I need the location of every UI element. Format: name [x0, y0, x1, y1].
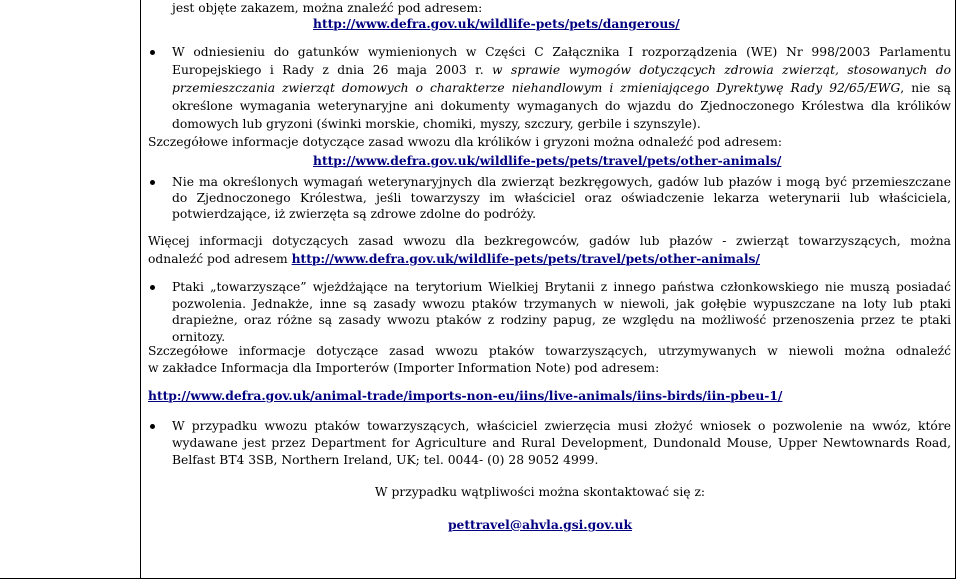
dangerous-pets-link-row	[313, 15, 680, 32]
bullet-text	[172, 174, 951, 222]
bullet-text	[172, 418, 951, 469]
bullet-rabbits-rodents	[148, 43, 951, 133]
text-segment: odnaleźć pod adresem	[148, 252, 292, 266]
birds-link-row	[148, 387, 782, 404]
bullet-text-line	[172, 79, 951, 97]
table-border-right	[955, 0, 956, 579]
bullet-text-line: W odniesieniu do gatunków wymienionych w Części C Załącznika I rozporządzenia (WE) Nr 998/2003 Parlamentu	[172, 45, 951, 59]
bullet-text-line: pozwolenia. Jednakże, inne są zasady wwozu ptaków trzymanych w niewoli, jak gołębie wypuszczane na loty lub ptaki	[172, 296, 951, 311]
bullet-dot	[150, 424, 155, 429]
bullet-text-line: W przypadku wwozu ptaków towarzyszących, właściciel zwierzęcia musi złożyć wniosek o pozwolenie na wwóz, które	[172, 419, 951, 433]
info-text: Szczegółowe informacje dotyczące zasad wwozu dla królików i gryzoni można odnaleźć pod adresem:	[148, 135, 783, 149]
info-text-line: Szczegółowe informacje dotyczące zasad wwozu ptaków towarzyszących, utrzymywanych w niewoli można odnaleźć	[148, 344, 951, 358]
dangerous-pets-link[interactable]: http://www.defra.gov.uk/wildlife-pets/pets/dangerous/	[313, 16, 680, 31]
bullet-text	[172, 43, 951, 133]
bullet-text-line: Nie ma określonych wymagań weterynaryjnych dla zwierząt bezkręgowych, gadów lub płazów i mogą być przemieszczane	[172, 175, 951, 189]
bullet-text-line: Ptaki „towarzyszące” wjeżdżające na terytorium Wielkiej Brytanii z innego państwa członkowskiego nie muszą posiadać	[172, 280, 951, 294]
italic-regulation-title: przemieszczania zwierząt domowych o charakterze niehandlowym i zmieniającego Dyrektywę Rady 92/65/EWG	[172, 81, 901, 95]
contact-email-link[interactable]: pettravel@ahvla.gsi.gov.uk	[447, 517, 633, 532]
bullet-dot	[150, 180, 155, 185]
info-text-line	[148, 250, 951, 267]
text-segment: , nie są	[900, 81, 951, 95]
other-animals-link[interactable]: http://www.defra.gov.uk/wildlife-pets/pets/travel/pets/other-animals/	[291, 251, 760, 266]
bullet-text-line: drapieżne, oraz różne są zasady wwozu ptaków z rodziny papug, ze względu na możliwość przenoszenia przez te ptaki	[172, 313, 951, 327]
italic-regulation-title: w sprawie wymogów dotyczących zdrowia zwierząt, stosowanych do	[492, 63, 951, 77]
bullet-text	[172, 279, 951, 345]
contact-section	[140, 484, 940, 501]
table-border-bottom	[0, 578, 956, 579]
iin-pbeu-link[interactable]: http://www.defra.gov.uk/animal-trade/imports-non-eu/iins/live-animals/iins-birds/iin-pbeu-1/	[148, 388, 783, 403]
bullet-text-line: określone wymagania weterynaryjne ani dokumenty wymaganych do wjazdu do Zjednoczonego Królestwa dla królików	[172, 99, 951, 113]
contact-email-row	[140, 516, 940, 533]
bullet-text-line: potwierdzające, iż zwierzęta są zdrowe zdolne do podróży.	[172, 207, 536, 221]
bullet-text-line: domowych lub gryzoni (świnki morskie, chomiki, myszy, szczury, gerbile i szynszyle).	[172, 117, 701, 131]
birds-info	[148, 343, 951, 377]
invertebrates-info	[148, 233, 951, 267]
bullet-dot	[150, 50, 155, 55]
bullet-permit	[148, 418, 951, 469]
bullet-text-line: wydawane jest przez Department for Agriculture and Rural Development, Dundonald Mouse, Upper Newtownards Road,	[172, 436, 951, 450]
bullet-text-line: ornitozy.	[172, 329, 226, 344]
rabbits-rodents-info	[148, 134, 951, 151]
bullet-birds	[148, 279, 951, 345]
bullet-dot	[150, 285, 155, 290]
bullet-text-line: Belfast BT4 3SB, Northern Ireland, UK; tel. 0044- (0) 28 9052 4999.	[172, 453, 599, 467]
info-text-line: w zakładce Informacja dla Importerów (Importer Information Note) pod adresem:	[148, 361, 660, 375]
contact-text: W przypadku wątpliwości można skontaktować się z:	[374, 485, 706, 499]
other-animals-link[interactable]: http://www.defra.gov.uk/wildlife-pets/pets/travel/pets/other-animals/	[313, 153, 782, 168]
intro-text: jest objęte zakazem, można znaleźć pod adresem:	[172, 1, 483, 15]
info-text-line: Więcej informacji dotyczących zasad wwozu dla bezkregowców, gadów lub płazów - zwierząt towarzyszących, można	[148, 234, 951, 248]
text-segment: Europejskiego i Rady z dnia 26 maja 2003 r.	[172, 63, 493, 77]
bullet-invertebrates-reptiles	[148, 174, 951, 222]
rabbits-rodents-link-row	[313, 152, 781, 169]
bullet-text-line: do Zjednoczonego Królestwa, jeśli towarzyszy im właściciel oraz oświadczenie lekarza weterynarii lub właściciela,	[172, 191, 951, 205]
bullet-text-line	[172, 61, 951, 79]
